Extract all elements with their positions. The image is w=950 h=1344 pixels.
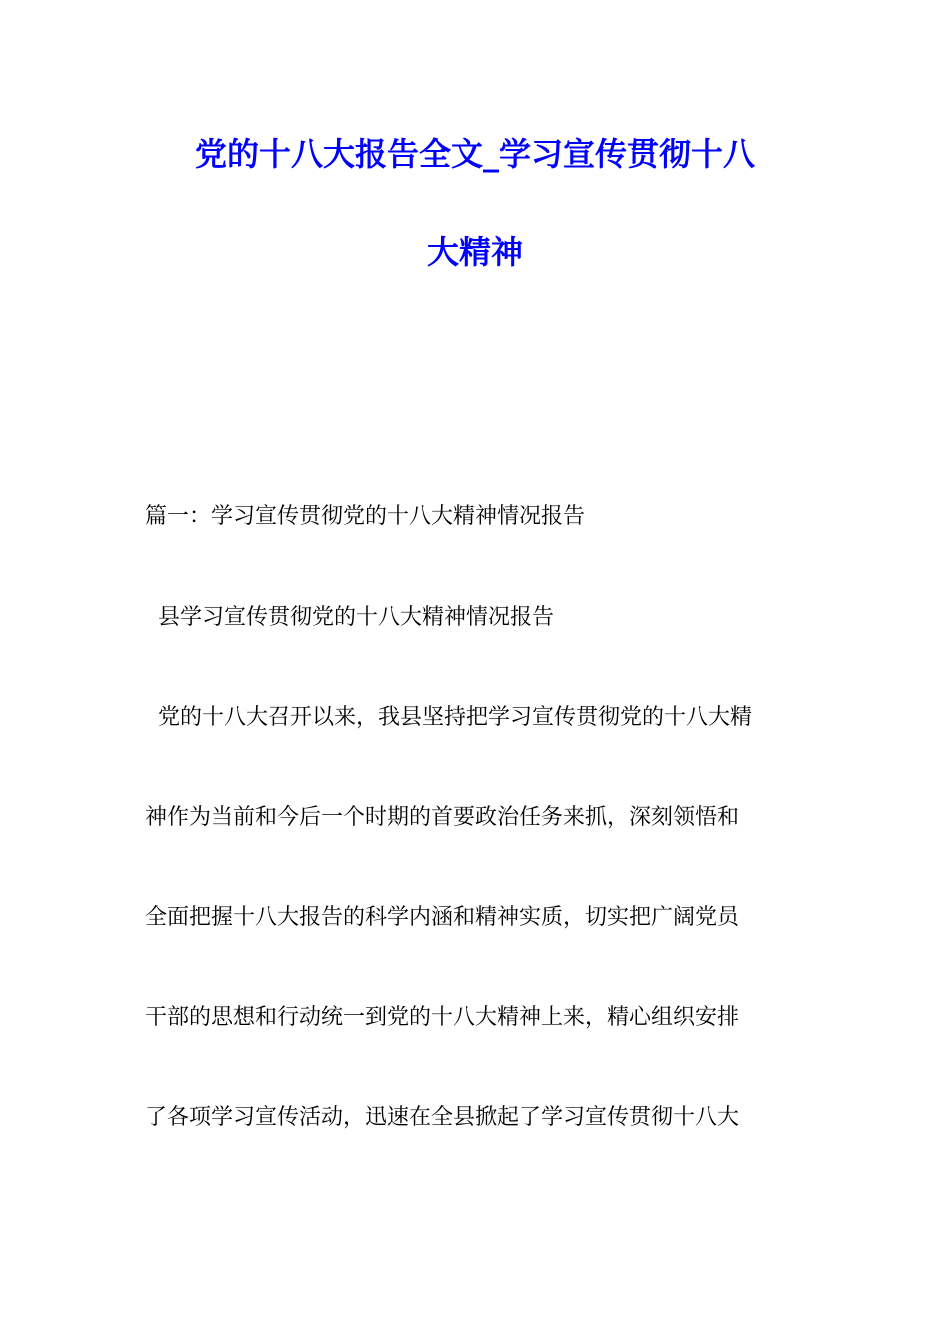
paragraph-line: 党的十八大召开以来，我县坚持把学习宣传贯彻党的十八大精 <box>158 705 753 730</box>
section-heading: 篇一：学习宣传贯彻党的十八大精神情况报告 <box>145 504 586 529</box>
paragraph-line: 干部的思想和行动统一到党的十八大精神上来，精心组织安排 <box>145 1005 740 1030</box>
document-title-line-2: 大精神 <box>426 233 523 271</box>
paragraph-line: 全面把握十八大报告的科学内涵和精神实质，切实把广阔党员 <box>145 905 740 930</box>
report-subtitle: 县学习宣传贯彻党的十八大精神情况报告 <box>158 605 555 630</box>
document-title-line-1: 党的十八大报告全文_学习宣传贯彻十八 <box>194 135 755 173</box>
paragraph-line: 神作为当前和今后一个时期的首要政治任务来抓，深刻领悟和 <box>145 805 740 830</box>
paragraph-line: 了各项学习宣传活动，迅速在全县掀起了学习宣传贯彻十八大 <box>145 1105 740 1130</box>
